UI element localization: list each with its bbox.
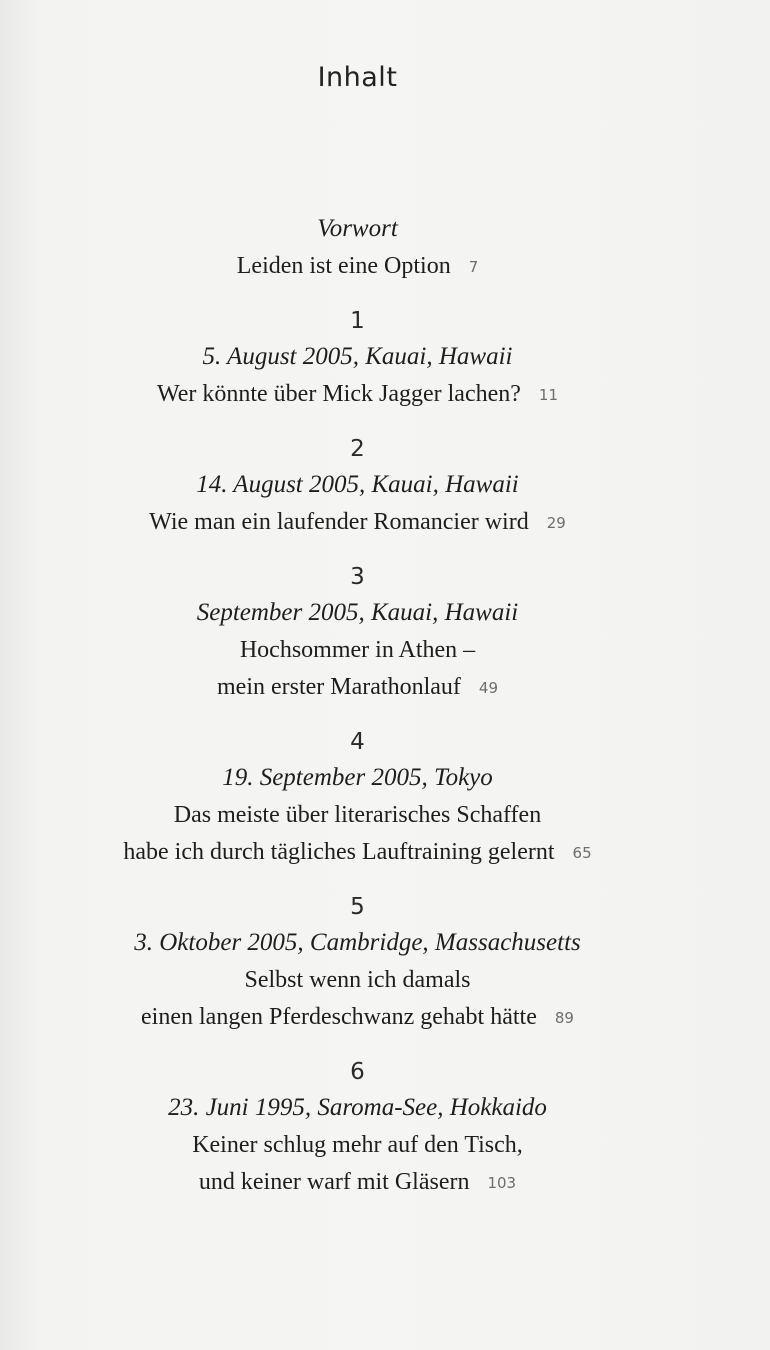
chapter-title-line [0,1127,715,1164]
chapter-dateline: 23. Juni 1995, Saroma-See, Hokkaido [168,1094,547,1121]
chapter-number: 4 [350,729,365,755]
chapter-title-text: Selbst wenn ich damals [244,967,471,993]
toc-entry [0,1057,715,1202]
chapter-dateline: September 2005, Kauai, Hawaii [196,599,519,626]
chapter-title-text: einen langen Pferdeschwanz gehabt hätte [141,1004,537,1030]
chapter-title-text: Leiden ist eine Option [236,253,451,279]
page-title: Inhalt [317,62,398,93]
chapter-title-line [0,248,715,286]
chapter-dateline: 5. August 2005, Kauai, Hawaii [202,343,513,370]
page-number: 49 [478,679,498,697]
page-number: 29 [546,514,566,532]
page-number: 103 [487,1174,517,1192]
page-number: 7 [468,258,479,276]
toc-entry [0,727,715,872]
toc-entry [0,306,715,414]
page-number: 11 [538,386,558,404]
toc-entry [0,892,715,1037]
chapter-number: 1 [350,308,365,334]
page-number: 89 [554,1009,574,1027]
chapter-number: 5 [350,894,365,920]
chapter-title-line [0,376,715,414]
chapter-title-text: Wie man ein laufender Romancier wird [149,509,529,535]
chapter-title-line [0,669,715,707]
chapter-dateline: 14. August 2005, Kauai, Hawaii [196,471,519,498]
chapter-title-text: habe ich durch tägliches Lauftraining gelernt [123,839,555,865]
chapter-dateline: 19. September 2005, Tokyo [222,764,493,791]
chapter-title-line [0,834,715,872]
chapter-title-line [0,797,715,834]
chapter-number: 3 [350,564,365,590]
page-number: 65 [572,844,592,862]
chapter-title-line [0,632,715,669]
chapter-title-text: mein erster Marathonlauf [217,674,461,700]
chapter-number: 6 [350,1059,365,1085]
chapter-dateline: 3. Oktober 2005, Cambridge, Massachusetts [134,929,581,956]
chapter-title-line [0,1164,715,1202]
chapter-dateline: Vorwort [317,215,398,242]
chapter-title-line [0,962,715,999]
chapter-title-text: Das meiste über literarisches Schaffen [173,802,542,828]
chapter-title-text: und keiner warf mit Gläsern [198,1169,470,1195]
chapter-title-text: Wer könnte über Mick Jagger lachen? [156,381,521,407]
table-of-contents [0,210,715,1202]
chapter-title-line [0,504,715,542]
chapter-title-line [0,999,715,1037]
toc-entry [0,562,715,707]
chapter-title-text: Hochsommer in Athen – [239,637,476,663]
toc-entry [0,434,715,542]
chapter-title-text: Keiner schlug mehr auf den Tisch, [192,1132,523,1158]
chapter-number: 2 [350,436,365,462]
toc-entry [0,210,715,286]
